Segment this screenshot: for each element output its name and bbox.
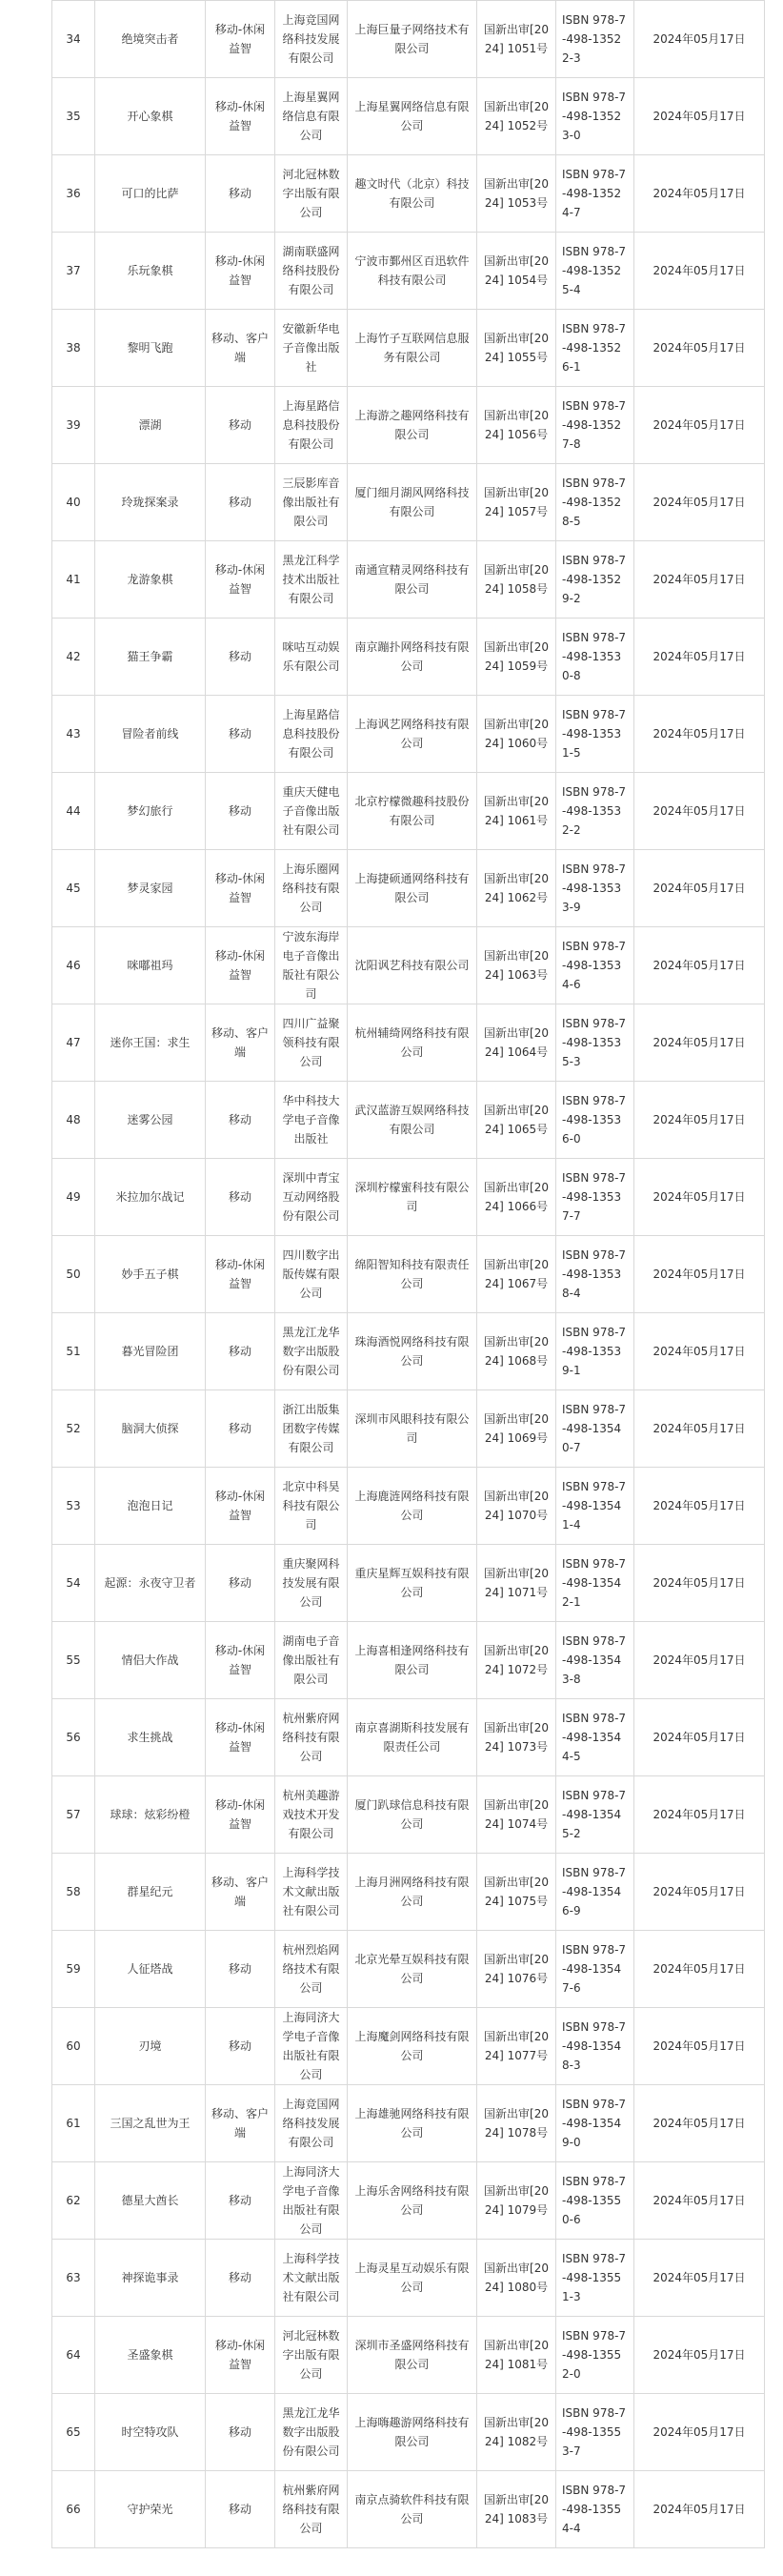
approval-number-cell: 国新出审[2024] 1052号 [477, 78, 556, 155]
operator-cell: 绵阳智知科技有限责任公司 [348, 1236, 477, 1313]
table-row [52, 1545, 765, 1622]
approval-number-cell: 国新出审[2024] 1072号 [477, 1622, 556, 1699]
operator-cell: 南通宣精灵网络科技有限公司 [348, 541, 477, 619]
row-number-cell: 39 [52, 387, 95, 464]
approval-number-cell: 国新出审[2024] 1083号 [477, 2471, 556, 2548]
game-name-cell: 神探诡事录 [95, 2240, 206, 2317]
game-type-cell: 移动-休闲益智 [206, 850, 275, 927]
approval-date-cell: 2024年05月17日 [634, 1699, 765, 1776]
game-name-cell: 可口的比萨 [95, 155, 206, 233]
operator-cell: 南京喜湖斯科技发展有限责任公司 [348, 1699, 477, 1776]
table-row [52, 233, 765, 310]
approval-date-cell: 2024年05月17日 [634, 773, 765, 850]
approval-number-cell: 国新出审[2024] 1054号 [477, 233, 556, 310]
isbn-cell: ISBN 978-7-498-13530-8 [556, 619, 634, 696]
game-name-cell: 黎明飞跑 [95, 310, 206, 387]
publisher-cell: 杭州紫府网络科技有限公司 [275, 2471, 348, 2548]
approval-number-cell: 国新出审[2024] 1060号 [477, 696, 556, 773]
operator-cell: 上海月洲网络科技有限公司 [348, 1854, 477, 1931]
game-name-cell: 圣盛象棋 [95, 2317, 206, 2394]
row-number-cell: 35 [52, 78, 95, 155]
game-type-cell: 移动、客户端 [206, 310, 275, 387]
publisher-cell: 重庆聚网科技发展有限公司 [275, 1545, 348, 1622]
approval-number-cell: 国新出审[2024] 1065号 [477, 1082, 556, 1159]
approval-number-cell: 国新出审[2024] 1061号 [477, 773, 556, 850]
row-number-cell: 59 [52, 1931, 95, 2008]
approval-number-cell: 国新出审[2024] 1053号 [477, 155, 556, 233]
table-row [52, 2162, 765, 2240]
approval-date-cell: 2024年05月17日 [634, 850, 765, 927]
operator-cell: 上海捷硕通网络科技有限公司 [348, 850, 477, 927]
approval-date-cell: 2024年05月17日 [634, 2394, 765, 2471]
table-row [52, 1236, 765, 1313]
game-name-cell: 龙游象棋 [95, 541, 206, 619]
row-number-cell: 54 [52, 1545, 95, 1622]
table-row [52, 1082, 765, 1159]
approval-date-cell: 2024年05月17日 [634, 464, 765, 541]
game-name-cell: 三国之乱世为王 [95, 2085, 206, 2162]
game-type-cell: 移动 [206, 1390, 275, 1468]
publisher-cell: 湖南电子音像出版社有限公司 [275, 1622, 348, 1699]
table-row [52, 1622, 765, 1699]
approval-date-cell: 2024年05月17日 [634, 1931, 765, 2008]
approval-date-cell: 2024年05月17日 [634, 2240, 765, 2317]
game-type-cell: 移动 [206, 1313, 275, 1390]
game-type-cell: 移动 [206, 2471, 275, 2548]
game-type-cell: 移动-休闲益智 [206, 927, 275, 1004]
row-number-cell: 61 [52, 2085, 95, 2162]
operator-cell: 沈阳讽艺科技有限公司 [348, 927, 477, 1004]
game-type-cell: 移动 [206, 1545, 275, 1622]
approval-date-cell: 2024年05月17日 [634, 310, 765, 387]
approval-date-cell: 2024年05月17日 [634, 387, 765, 464]
game-name-cell: 守护荣光 [95, 2471, 206, 2548]
publisher-cell: 河北冠林数字出版有限公司 [275, 2317, 348, 2394]
publisher-cell: 湖南联盛网络科技股份有限公司 [275, 233, 348, 310]
approval-date-cell: 2024年05月17日 [634, 2008, 765, 2085]
table-row [52, 1699, 765, 1776]
game-type-cell: 移动 [206, 1159, 275, 1236]
operator-cell: 上海竹子互联网信息服务有限公司 [348, 310, 477, 387]
operator-cell: 上海喜相逢网络科技有限公司 [348, 1622, 477, 1699]
publisher-cell: 上海星路信息科技股份有限公司 [275, 696, 348, 773]
approval-date-cell: 2024年05月17日 [634, 1622, 765, 1699]
approval-number-cell: 国新出审[2024] 1051号 [477, 1, 556, 78]
approval-number-cell: 国新出审[2024] 1073号 [477, 1699, 556, 1776]
approval-number-cell: 国新出审[2024] 1081号 [477, 2317, 556, 2394]
publisher-cell: 上海同济大学电子音像出版社有限公司 [275, 2162, 348, 2240]
row-number-cell: 55 [52, 1622, 95, 1699]
operator-cell: 南京点骑软件科技有限公司 [348, 2471, 477, 2548]
row-number-cell: 46 [52, 927, 95, 1004]
table-row [52, 2008, 765, 2085]
game-type-cell: 移动-休闲益智 [206, 2317, 275, 2394]
game-type-cell: 移动 [206, 696, 275, 773]
row-number-cell: 50 [52, 1236, 95, 1313]
table-row [52, 1, 765, 78]
table-row [52, 2317, 765, 2394]
row-number-cell: 45 [52, 850, 95, 927]
game-type-cell: 移动-休闲益智 [206, 1468, 275, 1545]
table-row [52, 696, 765, 773]
approval-date-cell: 2024年05月17日 [634, 1776, 765, 1854]
operator-cell: 上海游之趣网络科技有限公司 [348, 387, 477, 464]
game-name-cell: 绝境突击者 [95, 1, 206, 78]
approval-date-cell: 2024年05月17日 [634, 619, 765, 696]
table-row [52, 1931, 765, 2008]
isbn-cell: ISBN 978-7-498-13553-7 [556, 2394, 634, 2471]
isbn-cell: ISBN 978-7-498-13548-3 [556, 2008, 634, 2085]
isbn-cell: ISBN 978-7-498-13532-2 [556, 773, 634, 850]
approval-date-cell: 2024年05月17日 [634, 1390, 765, 1468]
game-type-cell: 移动-休闲益智 [206, 233, 275, 310]
game-type-cell: 移动 [206, 464, 275, 541]
table-row [52, 1159, 765, 1236]
row-number-cell: 60 [52, 2008, 95, 2085]
game-name-cell: 球球：炫彩纷橙 [95, 1776, 206, 1854]
row-number-cell: 40 [52, 464, 95, 541]
row-number-cell: 52 [52, 1390, 95, 1468]
approval-table [51, 0, 765, 2548]
row-number-cell: 62 [52, 2162, 95, 2240]
publisher-cell: 杭州紫府网络科技有限公司 [275, 1699, 348, 1776]
approval-date-cell: 2024年05月17日 [634, 78, 765, 155]
isbn-cell: ISBN 978-7-498-13528-5 [556, 464, 634, 541]
approval-number-cell: 国新出审[2024] 1080号 [477, 2240, 556, 2317]
table-row [52, 850, 765, 927]
isbn-cell: ISBN 978-7-498-13554-4 [556, 2471, 634, 2548]
row-number-cell: 66 [52, 2471, 95, 2548]
isbn-cell: ISBN 978-7-498-13536-0 [556, 1082, 634, 1159]
game-name-cell: 妙手五子棋 [95, 1236, 206, 1313]
row-number-cell: 38 [52, 310, 95, 387]
approval-date-cell: 2024年05月17日 [634, 1236, 765, 1313]
approval-number-cell: 国新出审[2024] 1064号 [477, 1004, 556, 1082]
publisher-cell: 上海科学技术文献出版社有限公司 [275, 1854, 348, 1931]
publisher-cell: 华中科技大学电子音像出版社 [275, 1082, 348, 1159]
isbn-cell: ISBN 978-7-498-13543-8 [556, 1622, 634, 1699]
row-number-cell: 37 [52, 233, 95, 310]
approval-date-cell: 2024年05月17日 [634, 2317, 765, 2394]
operator-cell: 厦门细月湖风网络科技有限公司 [348, 464, 477, 541]
game-type-cell: 移动-休闲益智 [206, 1699, 275, 1776]
approval-number-cell: 国新出审[2024] 1056号 [477, 387, 556, 464]
publisher-cell: 黑龙江科学技术出版社有限公司 [275, 541, 348, 619]
approval-number-cell: 国新出审[2024] 1082号 [477, 2394, 556, 2471]
operator-cell: 武汉蓝游互娱网络科技有限公司 [348, 1082, 477, 1159]
publisher-cell: 上海同济大学电子音像出版社有限公司 [275, 2008, 348, 2085]
approval-date-cell: 2024年05月17日 [634, 1004, 765, 1082]
table-row [52, 2240, 765, 2317]
row-number-cell: 49 [52, 1159, 95, 1236]
row-number-cell: 41 [52, 541, 95, 619]
table-row [52, 155, 765, 233]
isbn-cell: ISBN 978-7-498-13525-4 [556, 233, 634, 310]
isbn-cell: ISBN 978-7-498-13550-6 [556, 2162, 634, 2240]
game-name-cell: 德星大酋长 [95, 2162, 206, 2240]
operator-cell: 北京光晕互娱科技有限公司 [348, 1931, 477, 2008]
operator-cell: 上海讽艺网络科技有限公司 [348, 696, 477, 773]
game-name-cell: 求生挑战 [95, 1699, 206, 1776]
table-row [52, 1854, 765, 1931]
table-row [52, 78, 765, 155]
isbn-cell: ISBN 978-7-498-13534-6 [556, 927, 634, 1004]
game-type-cell: 移动 [206, 155, 275, 233]
publisher-cell: 杭州烈焰网络技术有限公司 [275, 1931, 348, 2008]
game-type-cell: 移动-休闲益智 [206, 1, 275, 78]
operator-cell: 重庆星辉互娱科技有限公司 [348, 1545, 477, 1622]
approval-number-cell: 国新出审[2024] 1057号 [477, 464, 556, 541]
row-number-cell: 58 [52, 1854, 95, 1931]
game-type-cell: 移动-休闲益智 [206, 78, 275, 155]
approval-number-cell: 国新出审[2024] 1062号 [477, 850, 556, 927]
approval-number-cell: 国新出审[2024] 1059号 [477, 619, 556, 696]
isbn-cell: ISBN 978-7-498-13538-4 [556, 1236, 634, 1313]
game-type-cell: 移动、客户端 [206, 2085, 275, 2162]
game-name-cell: 猫王争霸 [95, 619, 206, 696]
approval-table-body [52, 1, 765, 2548]
game-type-cell: 移动 [206, 2394, 275, 2471]
publisher-cell: 安徽新华电子音像出版社 [275, 310, 348, 387]
game-name-cell: 泡泡日记 [95, 1468, 206, 1545]
table-row [52, 2394, 765, 2471]
isbn-cell: ISBN 978-7-498-13537-7 [556, 1159, 634, 1236]
table-row [52, 1390, 765, 1468]
row-number-cell: 56 [52, 1699, 95, 1776]
row-number-cell: 63 [52, 2240, 95, 2317]
table-row [52, 310, 765, 387]
isbn-cell: ISBN 978-7-498-13527-8 [556, 387, 634, 464]
approval-date-cell: 2024年05月17日 [634, 233, 765, 310]
game-type-cell: 移动 [206, 2008, 275, 2085]
publisher-cell: 北京中科昊科技有限公司 [275, 1468, 348, 1545]
game-name-cell: 梦幻旅行 [95, 773, 206, 850]
game-name-cell: 群星纪元 [95, 1854, 206, 1931]
operator-cell: 上海巨量子网络技术有限公司 [348, 1, 477, 78]
game-name-cell: 迷你王国：求生 [95, 1004, 206, 1082]
table-row [52, 464, 765, 541]
game-type-cell: 移动 [206, 1931, 275, 2008]
approval-number-cell: 国新出审[2024] 1063号 [477, 927, 556, 1004]
approval-date-cell: 2024年05月17日 [634, 1545, 765, 1622]
approval-number-cell: 国新出审[2024] 1069号 [477, 1390, 556, 1468]
publisher-cell: 深圳中青宝互动网络股份有限公司 [275, 1159, 348, 1236]
game-name-cell: 开心象棋 [95, 78, 206, 155]
publisher-cell: 上海竞国网络科技发展有限公司 [275, 2085, 348, 2162]
operator-cell: 上海灵星互动娱乐有限公司 [348, 2240, 477, 2317]
isbn-cell: ISBN 978-7-498-13524-7 [556, 155, 634, 233]
game-type-cell: 移动 [206, 387, 275, 464]
approval-date-cell: 2024年05月17日 [634, 155, 765, 233]
approval-date-cell: 2024年05月17日 [634, 696, 765, 773]
table-row [52, 1776, 765, 1854]
row-number-cell: 42 [52, 619, 95, 696]
isbn-cell: ISBN 978-7-498-13552-0 [556, 2317, 634, 2394]
approval-date-cell: 2024年05月17日 [634, 1313, 765, 1390]
operator-cell: 珠海酒悦网络科技有限公司 [348, 1313, 477, 1390]
isbn-cell: ISBN 978-7-498-13529-2 [556, 541, 634, 619]
isbn-cell: ISBN 978-7-498-13546-9 [556, 1854, 634, 1931]
publisher-cell: 上海星路信息科技股份有限公司 [275, 387, 348, 464]
row-number-cell: 47 [52, 1004, 95, 1082]
game-type-cell: 移动 [206, 1082, 275, 1159]
publisher-cell: 上海科学技术文献出版社有限公司 [275, 2240, 348, 2317]
isbn-cell: ISBN 978-7-498-13523-0 [556, 78, 634, 155]
isbn-cell: ISBN 978-7-498-13535-3 [556, 1004, 634, 1082]
operator-cell: 上海魔剑网络科技有限公司 [348, 2008, 477, 2085]
approval-number-cell: 国新出审[2024] 1078号 [477, 2085, 556, 2162]
operator-cell: 厦门趴球信息科技有限公司 [348, 1776, 477, 1854]
game-type-cell: 移动-休闲益智 [206, 1776, 275, 1854]
publisher-cell: 四川广益聚领科技有限公司 [275, 1004, 348, 1082]
publisher-cell: 上海竞国网络科技发展有限公司 [275, 1, 348, 78]
operator-cell: 上海雄驰网络科技有限公司 [348, 2085, 477, 2162]
table-row [52, 2471, 765, 2548]
game-type-cell: 移动-休闲益智 [206, 1236, 275, 1313]
table-row [52, 927, 765, 1004]
operator-cell: 深圳市风眼科技有限公司 [348, 1390, 477, 1468]
approval-date-cell: 2024年05月17日 [634, 2162, 765, 2240]
publisher-cell: 宁波东海岸电子音像出版社有限公司 [275, 927, 348, 1004]
game-name-cell: 人征塔战 [95, 1931, 206, 2008]
table-row [52, 619, 765, 696]
game-name-cell: 咪嘟祖玛 [95, 927, 206, 1004]
row-number-cell: 43 [52, 696, 95, 773]
publisher-cell: 四川数字出版传媒有限公司 [275, 1236, 348, 1313]
game-type-cell: 移动 [206, 619, 275, 696]
row-number-cell: 34 [52, 1, 95, 78]
table-row [52, 2085, 765, 2162]
publisher-cell: 黑龙江龙华数字出版股份有限公司 [275, 2394, 348, 2471]
row-number-cell: 57 [52, 1776, 95, 1854]
game-name-cell: 乐玩象棋 [95, 233, 206, 310]
table-row [52, 1313, 765, 1390]
approval-number-cell: 国新出审[2024] 1074号 [477, 1776, 556, 1854]
publisher-cell: 重庆天健电子音像出版社有限公司 [275, 773, 348, 850]
game-name-cell: 迷雾公园 [95, 1082, 206, 1159]
approval-number-cell: 国新出审[2024] 1071号 [477, 1545, 556, 1622]
row-number-cell: 44 [52, 773, 95, 850]
game-name-cell: 时空特攻队 [95, 2394, 206, 2471]
isbn-cell: ISBN 978-7-498-13526-1 [556, 310, 634, 387]
table-row [52, 1004, 765, 1082]
isbn-cell: ISBN 978-7-498-13522-3 [556, 1, 634, 78]
approval-date-cell: 2024年05月17日 [634, 541, 765, 619]
publisher-cell: 上海乐圈网络科技有限公司 [275, 850, 348, 927]
approval-number-cell: 国新出审[2024] 1068号 [477, 1313, 556, 1390]
game-name-cell: 梦灵家园 [95, 850, 206, 927]
isbn-cell: ISBN 978-7-498-13531-5 [556, 696, 634, 773]
approval-number-cell: 国新出审[2024] 1079号 [477, 2162, 556, 2240]
game-type-cell: 移动、客户端 [206, 1854, 275, 1931]
publisher-cell: 三辰影库音像出版社有限公司 [275, 464, 348, 541]
publisher-cell: 咪咕互动娱乐有限公司 [275, 619, 348, 696]
approval-date-cell: 2024年05月17日 [634, 927, 765, 1004]
approval-date-cell: 2024年05月17日 [634, 1, 765, 78]
game-name-cell: 情侣大作战 [95, 1622, 206, 1699]
isbn-cell: ISBN 978-7-498-13533-9 [556, 850, 634, 927]
operator-cell: 南京蹦扑网络科技有限公司 [348, 619, 477, 696]
row-number-cell: 36 [52, 155, 95, 233]
row-number-cell: 53 [52, 1468, 95, 1545]
operator-cell: 上海嗨趣游网络科技有限公司 [348, 2394, 477, 2471]
approval-date-cell: 2024年05月17日 [634, 1468, 765, 1545]
approval-date-cell: 2024年05月17日 [634, 2085, 765, 2162]
game-type-cell: 移动-休闲益智 [206, 541, 275, 619]
isbn-cell: ISBN 978-7-498-13544-5 [556, 1699, 634, 1776]
approval-date-cell: 2024年05月17日 [634, 2471, 765, 2548]
operator-cell: 上海星翼网络信息有限公司 [348, 78, 477, 155]
row-number-cell: 48 [52, 1082, 95, 1159]
row-number-cell: 64 [52, 2317, 95, 2394]
isbn-cell: ISBN 978-7-498-13551-3 [556, 2240, 634, 2317]
operator-cell: 上海乐舍网络科技有限公司 [348, 2162, 477, 2240]
game-type-cell: 移动 [206, 2240, 275, 2317]
approval-date-cell: 2024年05月17日 [634, 1854, 765, 1931]
row-number-cell: 51 [52, 1313, 95, 1390]
publisher-cell: 上海星翼网络信息有限公司 [275, 78, 348, 155]
game-name-cell: 冒险者前线 [95, 696, 206, 773]
game-type-cell: 移动 [206, 773, 275, 850]
game-type-cell: 移动-休闲益智 [206, 1622, 275, 1699]
approval-date-cell: 2024年05月17日 [634, 1159, 765, 1236]
operator-cell: 宁波市鄞州区百迅软件科技有限公司 [348, 233, 477, 310]
game-name-cell: 刃境 [95, 2008, 206, 2085]
game-name-cell: 漂湖 [95, 387, 206, 464]
isbn-cell: ISBN 978-7-498-13540-7 [556, 1390, 634, 1468]
isbn-cell: ISBN 978-7-498-13542-1 [556, 1545, 634, 1622]
approval-number-cell: 国新出审[2024] 1076号 [477, 1931, 556, 2008]
publisher-cell: 河北冠林数字出版有限公司 [275, 155, 348, 233]
approval-number-cell: 国新出审[2024] 1075号 [477, 1854, 556, 1931]
approval-number-cell: 国新出审[2024] 1070号 [477, 1468, 556, 1545]
row-number-cell: 65 [52, 2394, 95, 2471]
approval-number-cell: 国新出审[2024] 1055号 [477, 310, 556, 387]
game-name-cell: 玲珑探案录 [95, 464, 206, 541]
operator-cell: 深圳市圣盛网络科技有限公司 [348, 2317, 477, 2394]
game-name-cell: 起源：永夜守卫者 [95, 1545, 206, 1622]
operator-cell: 深圳柠檬蜜科技有限公司 [348, 1159, 477, 1236]
table-row [52, 387, 765, 464]
table-row [52, 1468, 765, 1545]
table-row [52, 773, 765, 850]
game-type-cell: 移动、客户端 [206, 1004, 275, 1082]
approval-number-cell: 国新出审[2024] 1077号 [477, 2008, 556, 2085]
isbn-cell: ISBN 978-7-498-13545-2 [556, 1776, 634, 1854]
approval-number-cell: 国新出审[2024] 1067号 [477, 1236, 556, 1313]
approval-date-cell: 2024年05月17日 [634, 1082, 765, 1159]
operator-cell: 上海鹿涟网络科技有限公司 [348, 1468, 477, 1545]
game-name-cell: 米拉加尔战记 [95, 1159, 206, 1236]
game-name-cell: 脑洞大侦探 [95, 1390, 206, 1468]
game-name-cell: 暮光冒险团 [95, 1313, 206, 1390]
publisher-cell: 杭州美趣游戏技术开发有限公司 [275, 1776, 348, 1854]
operator-cell: 趣文时代（北京）科技有限公司 [348, 155, 477, 233]
publisher-cell: 黑龙江龙华数字出版股份有限公司 [275, 1313, 348, 1390]
game-type-cell: 移动 [206, 2162, 275, 2240]
isbn-cell: ISBN 978-7-498-13539-1 [556, 1313, 634, 1390]
table-row [52, 541, 765, 619]
approval-number-cell: 国新出审[2024] 1058号 [477, 541, 556, 619]
isbn-cell: ISBN 978-7-498-13541-4 [556, 1468, 634, 1545]
isbn-cell: ISBN 978-7-498-13549-0 [556, 2085, 634, 2162]
publisher-cell: 浙江出版集团数字传媒有限公司 [275, 1390, 348, 1468]
isbn-cell: ISBN 978-7-498-13547-6 [556, 1931, 634, 2008]
approval-number-cell: 国新出审[2024] 1066号 [477, 1159, 556, 1236]
operator-cell: 北京柠檬微趣科技股份有限公司 [348, 773, 477, 850]
operator-cell: 杭州辅绮网络科技有限公司 [348, 1004, 477, 1082]
